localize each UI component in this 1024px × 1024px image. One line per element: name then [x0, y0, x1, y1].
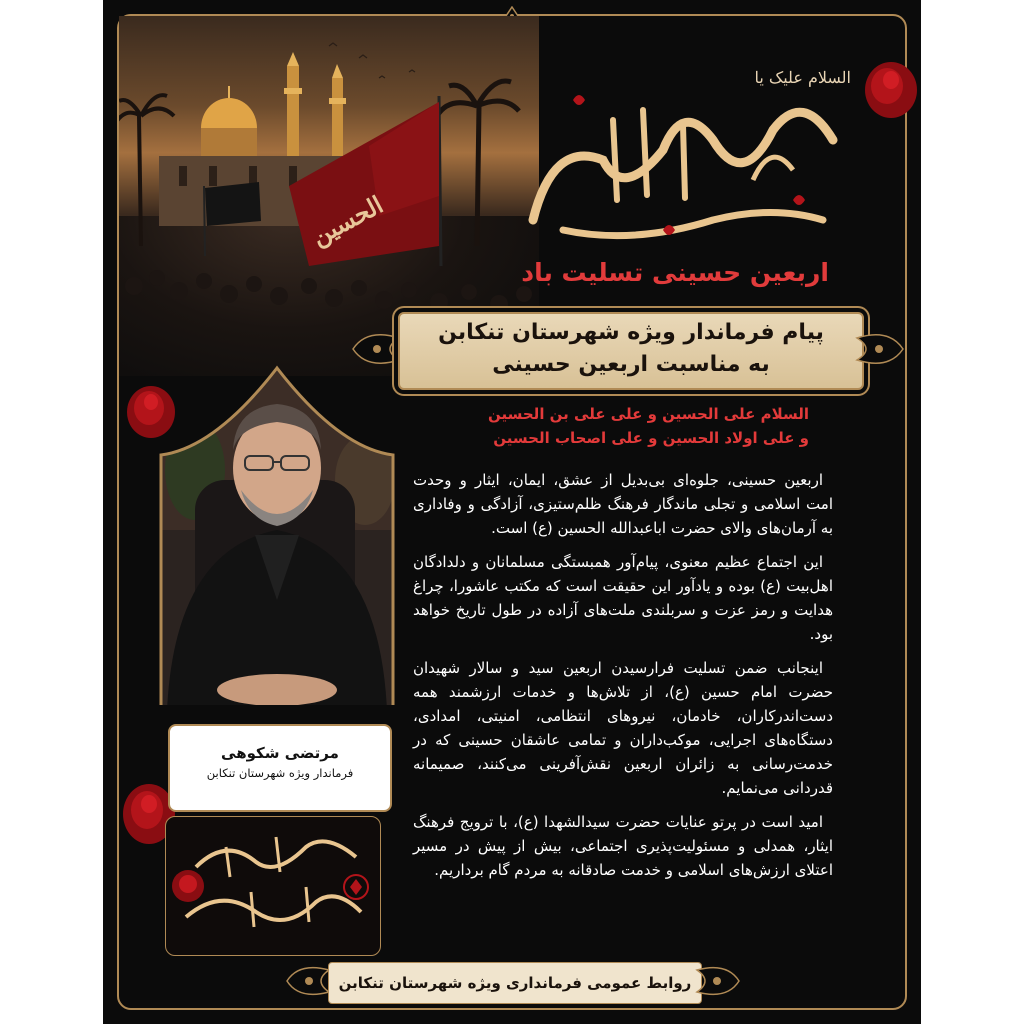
plaque-title-line1: پیام فرماندار ویژه شهرستان تنکابن — [438, 320, 824, 345]
portrait — [155, 360, 399, 710]
person-name: مرتضی شکوهی — [221, 744, 339, 762]
plaque-ornament-right — [853, 326, 907, 372]
condolence-text: اربعین حسینی تسلیت باد — [521, 258, 829, 287]
footer-ornament-left — [283, 958, 333, 1004]
nameplate — [168, 724, 392, 812]
flag-calligraphy: الحسین — [306, 189, 388, 252]
greeting-text: السلام علیک یا — [754, 68, 851, 87]
salutation-line1: السلام علی الحسین و علی علی بن الحسین — [487, 405, 809, 423]
rose-karbala — [168, 866, 208, 906]
calligraphy-ya-aba-abdillah — [513, 80, 853, 250]
salutation — [379, 402, 809, 450]
poster — [103, 0, 921, 1024]
footer-ornament-right — [693, 958, 743, 1004]
footer-text: روابط عمومی فرمانداری ویژه شهرستان تنکابن — [338, 974, 692, 992]
message-paragraph-3: اینجانب ضمن تسلیت فرارسیدن اربعین سید و سالار شهیدان حضرت امام حسین (ع)، از تلاش‌ها و خدمات ارزشمند همه دست‌اندرکاران، خادمان، نیروهای انتظامی، امنیتی، امدادی، دستگاه‌های اجرایی، موکب‌داران و تمامی عاشقان حسینی که در خدمت‌رسانی به زائران اربعین نقش‌آفرینی می‌کنند، صمیمانه قدردانی می‌نمایم. — [413, 659, 833, 797]
portrait-image — [155, 360, 399, 710]
message-body — [413, 468, 833, 892]
title-plaque — [398, 312, 864, 390]
message-paragraph-4: امید است در پرتو عنایات حضرت سیدالشهدا (ع)، با ترویج فرهنگ ایثار، همدلی و مسئولیت‌پذیری اجتماعی، بیش از پیش در مسیر اعتلای ارزش‌های اسلامی و خدمت صادقانه به مردم گام برداریم. — [413, 813, 833, 879]
rose-top-right — [861, 50, 921, 130]
salutation-line2: و علی اولاد الحسین و علی اصحاب الحسین — [493, 429, 809, 447]
message-paragraph-1: اربعین حسینی، جلوه‌ای بی‌بدیل از عشق، ایمان، ایثار و وحدت امت اسلامی و تجلی ماندگار فرهنگ ظلم‌ستیزی، آزادگی و وفاداری به آرمان‌های والای حضرت اباعبدالله الحسین (ع) است. — [413, 471, 833, 537]
person-title: فرماندار ویژه شهرستان تنکابن — [206, 766, 354, 780]
plaque-title-line2: به مناسبت اربعین حسینی — [492, 352, 770, 377]
footer-banner — [328, 962, 702, 1004]
message-paragraph-2: این اجتماع عظیم معنوی، پیام‌آور همبستگی مسلمانان و دلدادگان اهل‌بیت (ع) بوده و یادآور این حقیقت است که مکتب عاشورا، چراغ هدایت و رمز عزت و سربلندی ملت‌های آزاده در طول تاریخ خواهد بود. — [413, 553, 833, 643]
